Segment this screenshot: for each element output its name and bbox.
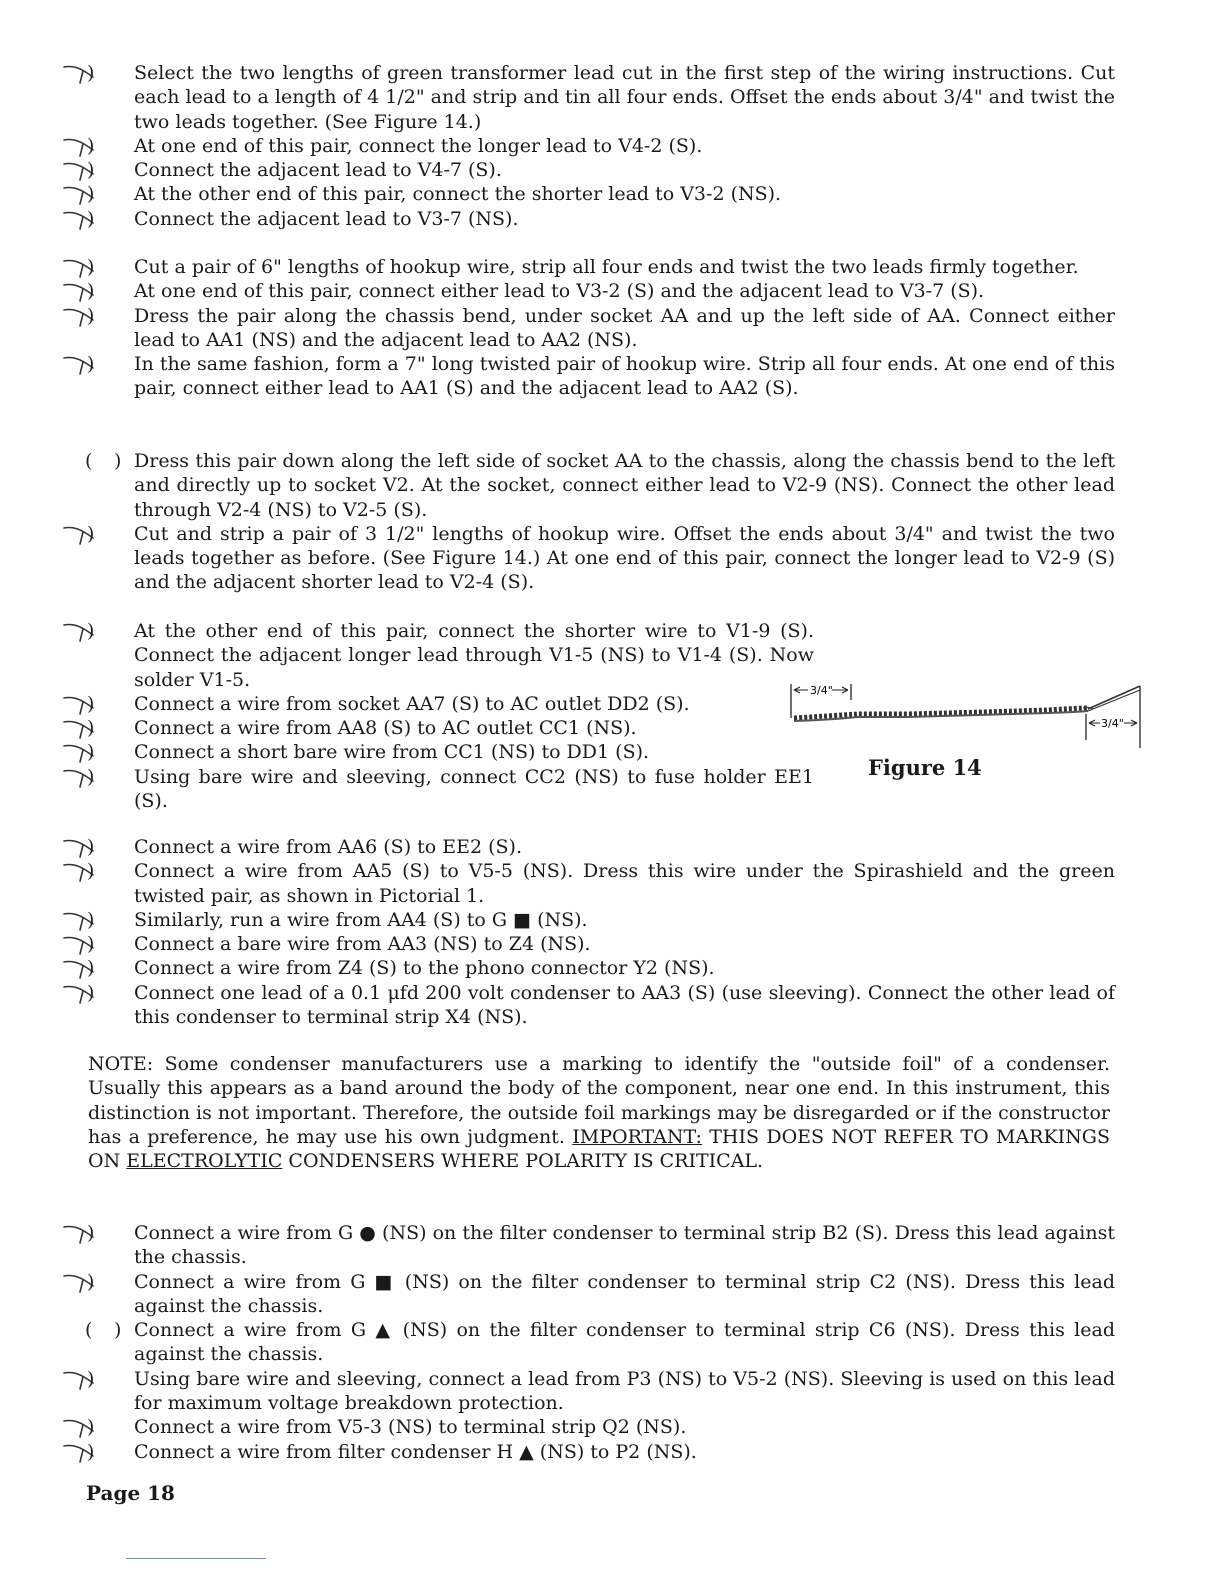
step-item [60, 908, 1115, 932]
step-checkbox[interactable]: ) [60, 981, 134, 1005]
note-text: NOTE: Some condenser manufacturers use a marking to identify the "outside foil" of a condenser. Usually this appears as a band around the body of the component, near one end. In this instrument, this distinction is not important. Therefore, the outside foil markings may be disregarded or if the constructor has a preference, he may use his own judgment. [88, 1053, 1110, 1148]
step-text: Connect one lead of a 0.1 μfd 200 volt condenser to AA3 (S) (use sleeving). Connect the other lead of this condenser to terminal strip X4 (NS). [134, 981, 1115, 1029]
step-item [60, 981, 1115, 1030]
figure-caption: Figure 14 [868, 755, 982, 780]
step-checkbox[interactable]: ) [60, 1270, 134, 1294]
step-text: Connect a wire from socket AA7 (S) to AC outlet DD2 (S). [134, 692, 690, 715]
step-item [60, 1221, 1115, 1270]
step-text: At one end of this pair, connect the longer lead to V4-2 (S). [134, 134, 703, 157]
step-checkbox[interactable]: ) [60, 182, 134, 206]
step-checkbox[interactable]: ) [60, 692, 134, 716]
step-checkbox[interactable]: ) [60, 352, 134, 376]
step-checkbox[interactable]: ) [60, 1221, 134, 1245]
step-item [60, 1318, 1115, 1367]
step-text: Connect a wire from AA5 (S) to V5-5 (NS). Dress this wire under the Spirashield and the green twisted pair, as shown in Pictorial 1. [134, 860, 1115, 907]
note-important: IMPORTANT: [572, 1125, 702, 1148]
step-text: Select the two lengths of green transformer lead cut in the first step of the wiring instructions. Cut each lead to a length of 4 1/2" and strip and tin all four ends. Offset the ends about 3/4" and twist the two leads together. (See Figure 14.) [134, 62, 1115, 133]
step-text: Dress the pair along the chassis bend, under socket AA and up the left side of AA. Connect either lead to AA1 (NS) and the adjacent lead to AA2 (NS). [134, 304, 1115, 351]
step-text: Connect a wire from G ▲ (NS) on the filter condenser to terminal strip C6 (NS). Dress this lead against the chassis. [134, 1319, 1115, 1366]
step-checkbox[interactable]: ) [60, 279, 134, 303]
step-checkbox[interactable]: ) [60, 1415, 134, 1439]
step-item [60, 207, 1115, 231]
step-item [60, 1270, 1115, 1319]
step-text: Connect a short bare wire from CC1 (NS) to DD1 (S). [134, 741, 650, 764]
step-checkbox[interactable]: ) [60, 61, 134, 85]
step-item [60, 859, 1115, 908]
steps-block-2 [60, 255, 1115, 401]
note-caps-1: THIS DOES NOT REFER TO MARKINGS ON [88, 1125, 1110, 1173]
step-text: Connect a wire from filter condenser H ▲ (NS) to P2 (NS). [134, 1440, 697, 1463]
steps-block-6 [60, 1221, 1115, 1464]
step-text: Connect a wire from G ● (NS) on the filter condenser to terminal strip B2 (S). Dress this lead against the chassis. [134, 1222, 1115, 1269]
step-checkbox[interactable]: ) [60, 765, 134, 789]
step-text: Connect a wire from AA6 (S) to EE2 (S). [134, 836, 523, 858]
figure-dim-left: 3/4" [810, 684, 833, 697]
step-checkbox[interactable]: ) [60, 207, 134, 231]
step-text: Connect the adjacent lead to V4-7 (S). [134, 159, 502, 182]
step-checkbox[interactable]: ) [60, 134, 134, 158]
step-item [60, 522, 1115, 595]
step-text: Similarly, run a wire from AA4 (S) to G ■ (NS). [134, 908, 588, 931]
step-item [60, 255, 1115, 279]
step-item [60, 956, 1115, 980]
step-checkbox[interactable]: ) [60, 1440, 134, 1464]
step-checkbox[interactable]: ) [60, 716, 134, 740]
footer-divider [126, 1558, 266, 1559]
step-text: At the other end of this pair, connect the shorter wire to V1-9 (S). Connect the adjacent longer lead through V1-5 (NS) to V1-4 (S). Now solder V1-5. [134, 620, 814, 691]
figure-dim-right: 3/4" [1101, 717, 1124, 730]
step-text: At the other end of this pair, connect the shorter lead to V3-2 (NS). [134, 183, 782, 206]
step-checkbox[interactable]: ( ) [85, 1319, 122, 1342]
step-text: Connect a wire from G ■ (NS) on the filter condenser to terminal strip C2 (NS). Dress this lead against the chassis. [134, 1270, 1115, 1317]
step-item [60, 279, 1115, 303]
step-item [60, 932, 1115, 956]
note-caps-2: CONDENSERS WHERE POLARITY IS CRITICAL. [282, 1150, 764, 1173]
step-text: Connect the adjacent lead to V3-7 (NS). [134, 207, 519, 230]
step-text: Connect a wire from V5-3 (NS) to terminal strip Q2 (NS). [134, 1416, 687, 1439]
step-item [60, 449, 1115, 522]
step-checkbox[interactable]: ) [60, 1367, 134, 1391]
step-checkbox[interactable]: ) [60, 932, 134, 956]
step-item [60, 304, 1115, 353]
steps-block-1 [60, 61, 1115, 231]
step-checkbox[interactable]: ) [60, 304, 134, 328]
step-checkbox[interactable]: ) [60, 908, 134, 932]
step-text: Cut a pair of 6" lengths of hookup wire, strip all four ends and twist the two leads firmly together. [134, 256, 1079, 278]
step-text: In the same fashion, form a 7" long twisted pair of hookup wire. Strip all four ends. At one end of this pair, connect either lead to AA1 (S) and the adjacent lead to AA2 (S). [134, 353, 1115, 400]
step-text: Connect a wire from Z4 (S) to the phono connector Y2 (NS). [134, 957, 715, 980]
step-checkbox[interactable]: ) [60, 522, 134, 546]
step-checkbox[interactable]: ) [60, 740, 134, 764]
step-item [60, 352, 1115, 401]
step-item [60, 1367, 1115, 1416]
step-item [60, 61, 1115, 134]
step-text: Connect a bare wire from AA3 (NS) to Z4 (NS). [134, 933, 591, 956]
step-checkbox[interactable]: ) [60, 255, 134, 279]
step-text: At one end of this pair, connect either lead to V3-2 (S) and the adjacent lead to V3-7 (S). [134, 280, 985, 303]
step-text: Using bare wire and sleeving, connect a lead from P3 (NS) to V5-2 (NS). Sleeving is used on this lead for maximum voltage breakdown protection. [134, 1367, 1115, 1415]
step-text: Using bare wire and sleeving, connect CC2 (NS) to fuse holder EE1 (S). [134, 765, 814, 813]
steps-block-5 [60, 835, 1115, 1029]
twisted-pair-illustration [788, 678, 1148, 758]
note-paragraph [88, 1052, 1110, 1173]
step-checkbox[interactable]: ) [60, 619, 134, 643]
step-item [60, 1440, 1115, 1464]
note-electrolytic: ELECTROLYTIC [126, 1150, 283, 1173]
step-checkbox[interactable]: ) [60, 835, 134, 859]
step-item [60, 182, 1115, 206]
page-number: Page 18 [86, 1481, 175, 1505]
step-text: Dress this pair down along the left side of socket AA to the chassis, along the chassis bend to the left and directly up to socket V2. At the socket, connect either lead to V2-9 (NS). Connect the other lead through V2-4 (NS) to V2-5 (S). [134, 450, 1115, 521]
step-checkbox[interactable]: ) [60, 158, 134, 182]
step-checkbox[interactable]: ) [60, 859, 134, 883]
step-item [60, 1415, 1115, 1439]
step-checkbox[interactable]: ) [60, 956, 134, 980]
steps-block-3 [60, 449, 1115, 595]
step-text: Cut and strip a pair of 3 1/2" lengths of hookup wire. Offset the ends about 3/4" and twist the two leads together as before. (See Figure 14.) At one end of this pair, connect the longer lead to V2-9 (S) and the adjacent shorter lead to V2-4 (S). [134, 522, 1115, 594]
step-checkbox[interactable]: ( ) [85, 450, 122, 472]
step-item [60, 835, 1115, 859]
step-item [60, 158, 1115, 182]
step-text: Connect a wire from AA8 (S) to AC outlet CC1 (NS). [134, 717, 637, 740]
step-item [60, 134, 1115, 158]
